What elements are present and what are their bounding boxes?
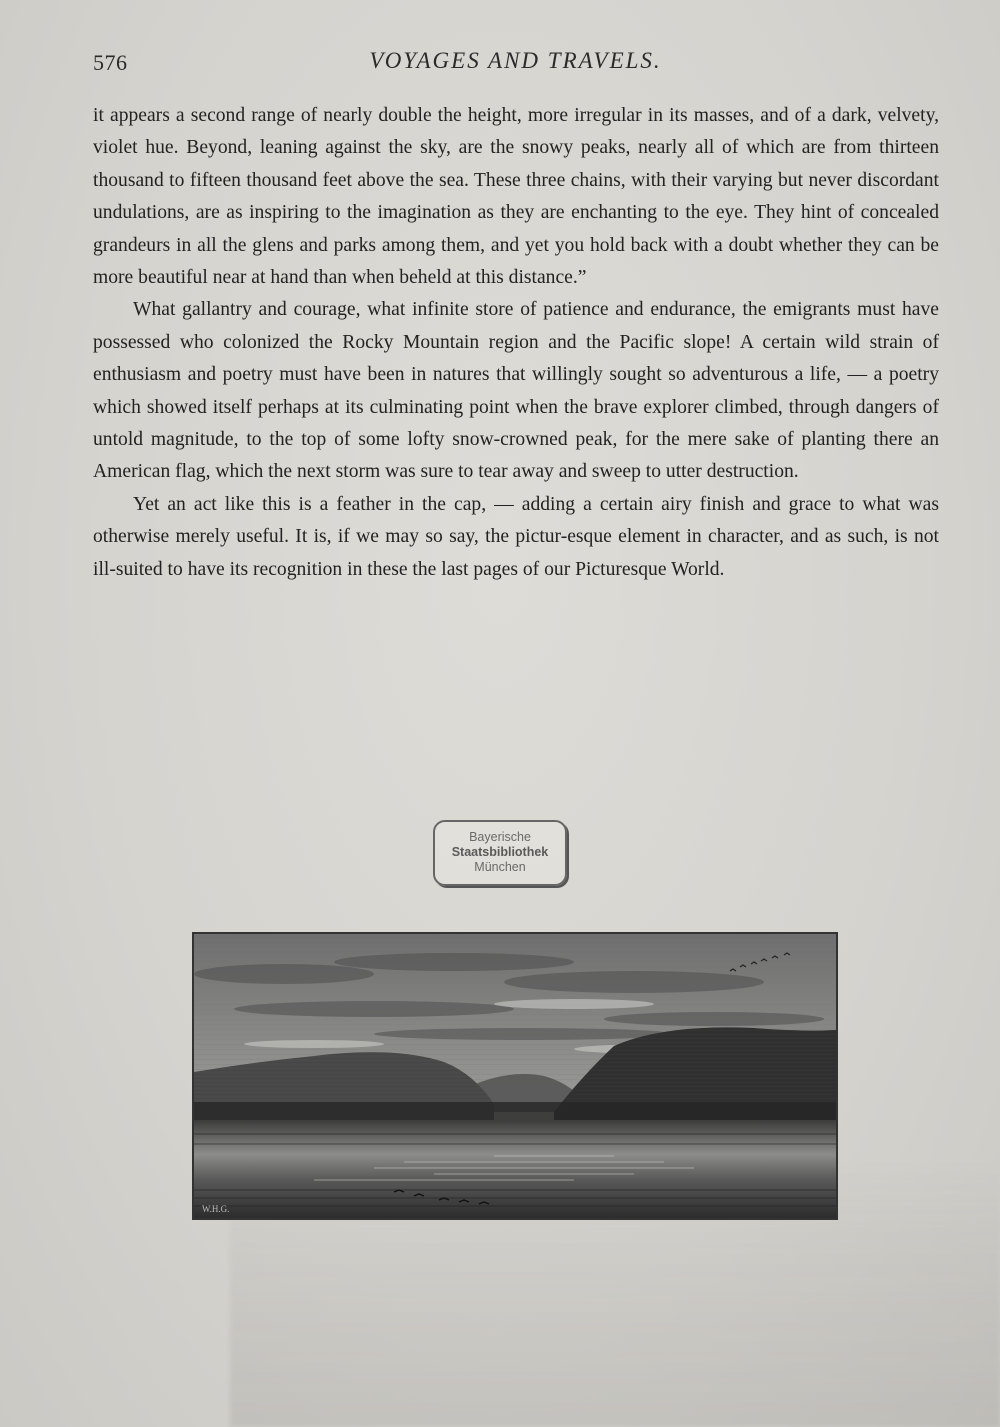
- stamp-line-3: München: [474, 860, 526, 874]
- paragraph-1: it appears a second range of nearly double the height, more irregular in its masses, and of a dark, velvety, violet hue. Beyond, leaning against the sky, are the snowy peaks, nearly all of which are from thirteen thousand to fifteen thousand feet above the sea. These three chains, with their varying but never discordant undulations, are as inspiring to the imagination as they are enchanting to the eye. They hint of concealed grandeurs in all the glens and parks among them, and yet you hold back with a doubt whether they can be more beautiful near at hand than when beheld at this distance.”: [93, 105, 939, 289]
- body-text: [93, 100, 939, 586]
- page-number: 576: [93, 50, 128, 75]
- paragraph-2: What gallantry and courage, what infinite store of patience and endurance, the emigrants must have possessed who colonized the Rocky Mountain region and the Pacific slope! A certain wild strain of enthusiasm and poetry must have been in natures that willingly sought so adventurous a life, — a poetry which showed itself perhaps at its culminating point when the brave explorer climbed, through dangers of untold magnitude, to the top of some lofty snow-crowned peak, for the mere sake of planting there an American flag, which the next storm was sure to tear away and sweep to utter destruction.: [93, 299, 939, 483]
- lake-water: [194, 1120, 836, 1218]
- page-header: [93, 44, 938, 78]
- running-head: VOYAGES AND TRAVELS.: [369, 48, 662, 73]
- stamp-line-1: Bayerische: [469, 830, 531, 844]
- lake-mountain-engraving: [192, 932, 838, 1220]
- engraver-signature: W.H.G.: [202, 1204, 230, 1214]
- stamp-line-2: Staatsbibliothek: [451, 845, 549, 859]
- paragraph-3: Yet an act like this is a feather in the cap, — adding a certain airy finish and grace to what was otherwise merely useful. It is, if we may so say, the pictur-esque element in character, and as such, is not ill-suited to have its recognition in these the last pages of our Picturesque World.: [93, 493, 939, 580]
- library-stamp: [433, 820, 567, 886]
